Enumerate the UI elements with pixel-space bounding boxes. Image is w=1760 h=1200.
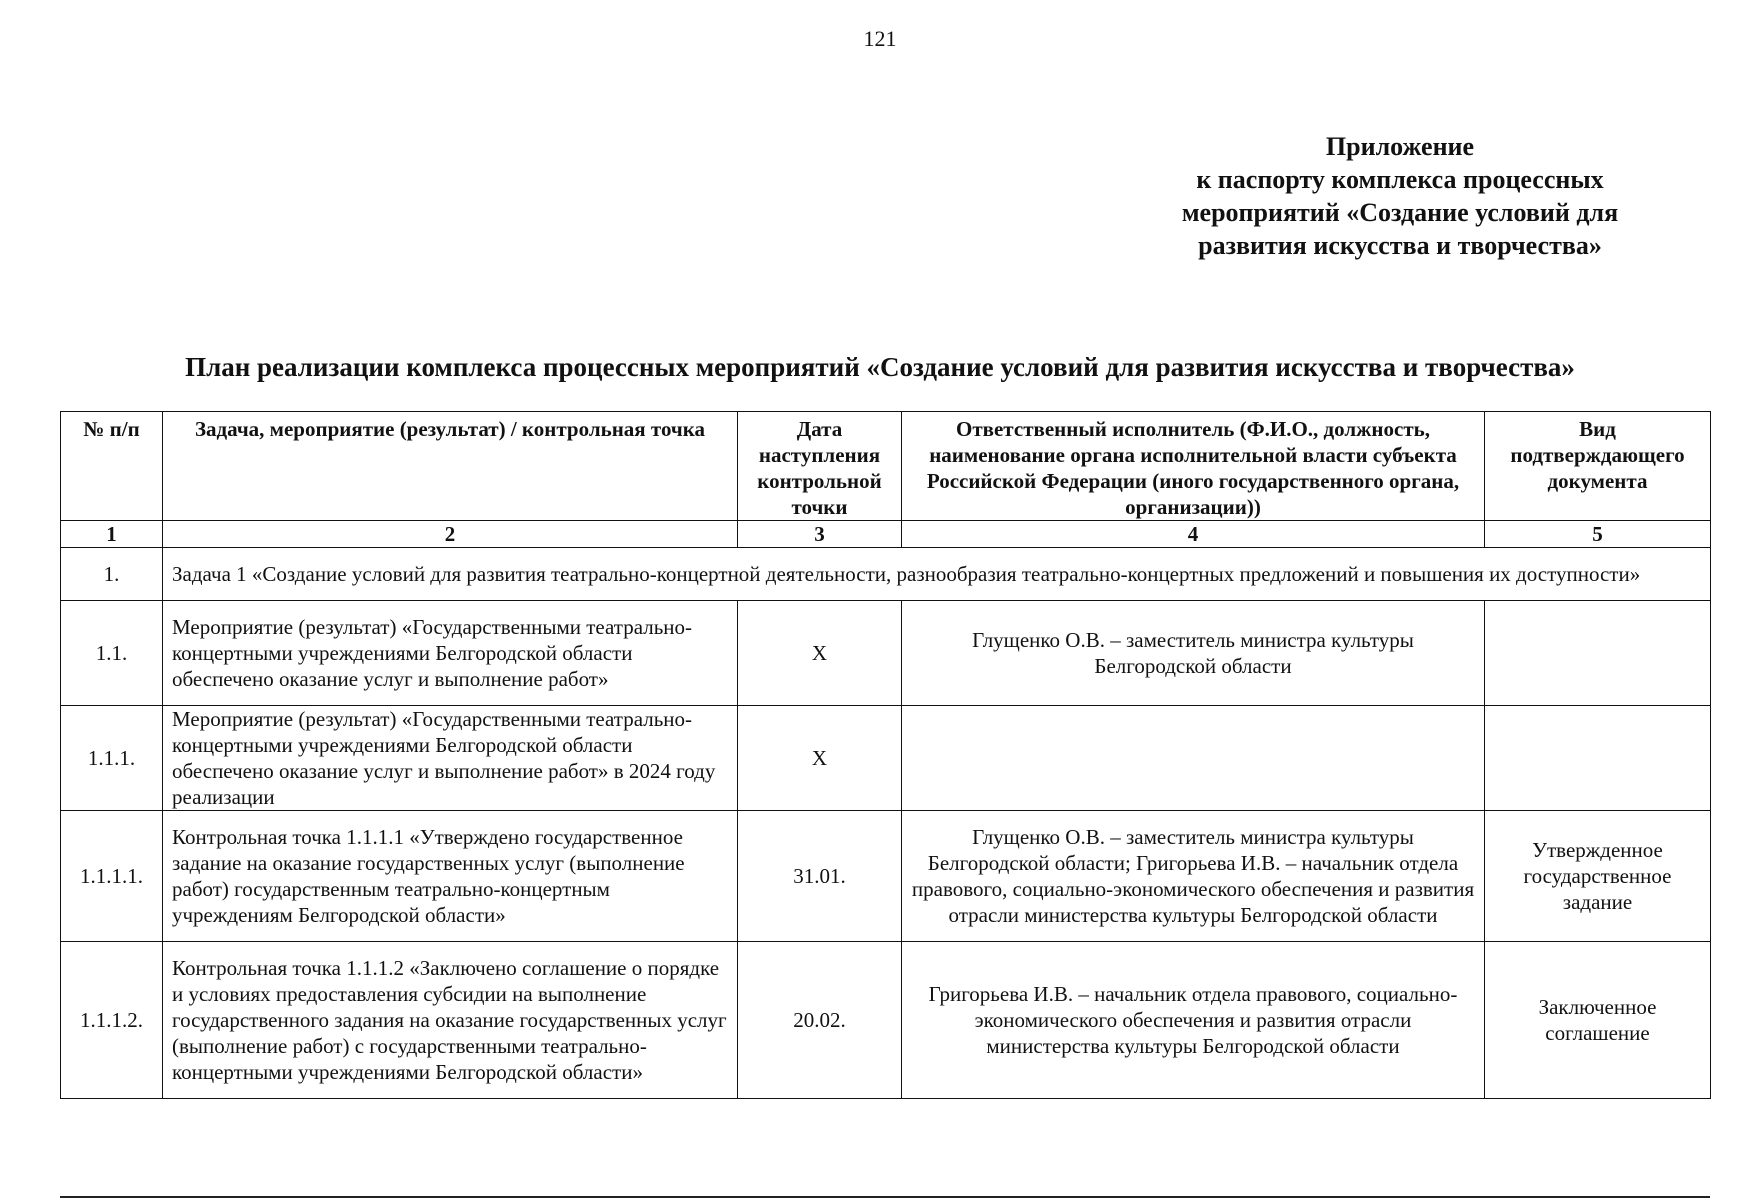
row-number: 1.1.1.2. xyxy=(61,942,163,1099)
control-date: 20.02. xyxy=(738,942,902,1099)
appendix-line: к паспорту комплекса процессных xyxy=(1196,165,1604,194)
activity-name: Мероприятие (результат) «Государственными театрально-концертными учреждениями Белгородской области обеспечено оказание услуг и выполнение работ» в 2024 году реализации xyxy=(163,706,738,811)
table-row xyxy=(61,811,1711,942)
confirming-document xyxy=(1485,706,1711,811)
control-date: X xyxy=(738,706,902,811)
column-header-document: Вид подтверждающего документа xyxy=(1485,412,1711,521)
activity-name: Контрольная точка 1.1.1.2 «Заключено соглашение о порядке и условиях предоставления субсидии на выполнение государственного задания на оказание государственных услуг (выполнение работ) с государственными театрально-концертными учреждениями Белгородской области» xyxy=(163,942,738,1099)
column-header-responsible: Ответственный исполнитель (Ф.И.О., должность, наименование органа исполнительной власти субъекта Российской Федерации (иного государственного органа, организации)) xyxy=(902,412,1485,521)
column-number: 2 xyxy=(163,521,738,548)
column-header-task: Задача, мероприятие (результат) / контрольная точка xyxy=(163,412,738,521)
table-row xyxy=(61,706,1711,811)
page-number: 121 xyxy=(863,26,897,51)
control-date: X xyxy=(738,601,902,706)
column-number: 4 xyxy=(902,521,1485,548)
appendix-line: развития искусства и творчества» xyxy=(1198,231,1602,260)
bottom-divider xyxy=(60,1196,1710,1198)
table-row xyxy=(61,942,1711,1099)
row-number: 1.1.1.1. xyxy=(61,811,163,942)
confirming-document: Заключенное соглашение xyxy=(1485,942,1711,1099)
responsible-person xyxy=(902,706,1485,811)
document-title: План реализации комплекса процессных мероприятий «Создание условий для развития искусства и творчества» xyxy=(185,352,1575,382)
table-header-row xyxy=(61,412,1711,521)
row-number: 1. xyxy=(61,548,163,601)
column-number-row xyxy=(61,521,1711,548)
plan-table xyxy=(60,411,1711,1099)
appendix-line: мероприятий «Создание условий для xyxy=(1181,198,1619,227)
table-row-task xyxy=(61,548,1711,601)
confirming-document: Утвержденное государственное задание xyxy=(1485,811,1711,942)
column-header-date: Дата наступления контрольной точки xyxy=(738,412,902,521)
column-number: 3 xyxy=(738,521,902,548)
responsible-person: Глущенко О.В. – заместитель министра культуры Белгородской области xyxy=(902,601,1485,706)
confirming-document xyxy=(1485,601,1711,706)
activity-name: Контрольная точка 1.1.1.1 «Утверждено государственное задание на оказание государственных услуг (выполнение работ) государственным театрально-концертным учреждениям Белгородской области» xyxy=(163,811,738,942)
activity-name: Мероприятие (результат) «Государственными театрально-концертными учреждениями Белгородской области обеспечено оказание услуг и выполнение работ» xyxy=(163,601,738,706)
responsible-person: Григорьева И.В. – начальник отдела правового, социально-экономического обеспечения и развития отрасли министерства культуры Белгородской области xyxy=(902,942,1485,1099)
row-number: 1.1.1. xyxy=(61,706,163,811)
appendix-heading xyxy=(1120,130,1680,262)
responsible-person: Глущенко О.В. – заместитель министра культуры Белгородской области; Григорьева И.В. – начальник отдела правового, социально-экономического обеспечения и развития отрасли министерства культуры Белгородской области xyxy=(902,811,1485,942)
appendix-line: Приложение xyxy=(1325,132,1475,161)
column-header-number: № п/п xyxy=(61,412,163,521)
control-date: 31.01. xyxy=(738,811,902,942)
column-number: 5 xyxy=(1485,521,1711,548)
task-description: Задача 1 «Создание условий для развития театрально-концертной деятельности, разнообразия театрально-концертных предложений и повышения их доступности» xyxy=(163,548,1711,601)
column-number: 1 xyxy=(61,521,163,548)
row-number: 1.1. xyxy=(61,601,163,706)
table-row xyxy=(61,601,1711,706)
